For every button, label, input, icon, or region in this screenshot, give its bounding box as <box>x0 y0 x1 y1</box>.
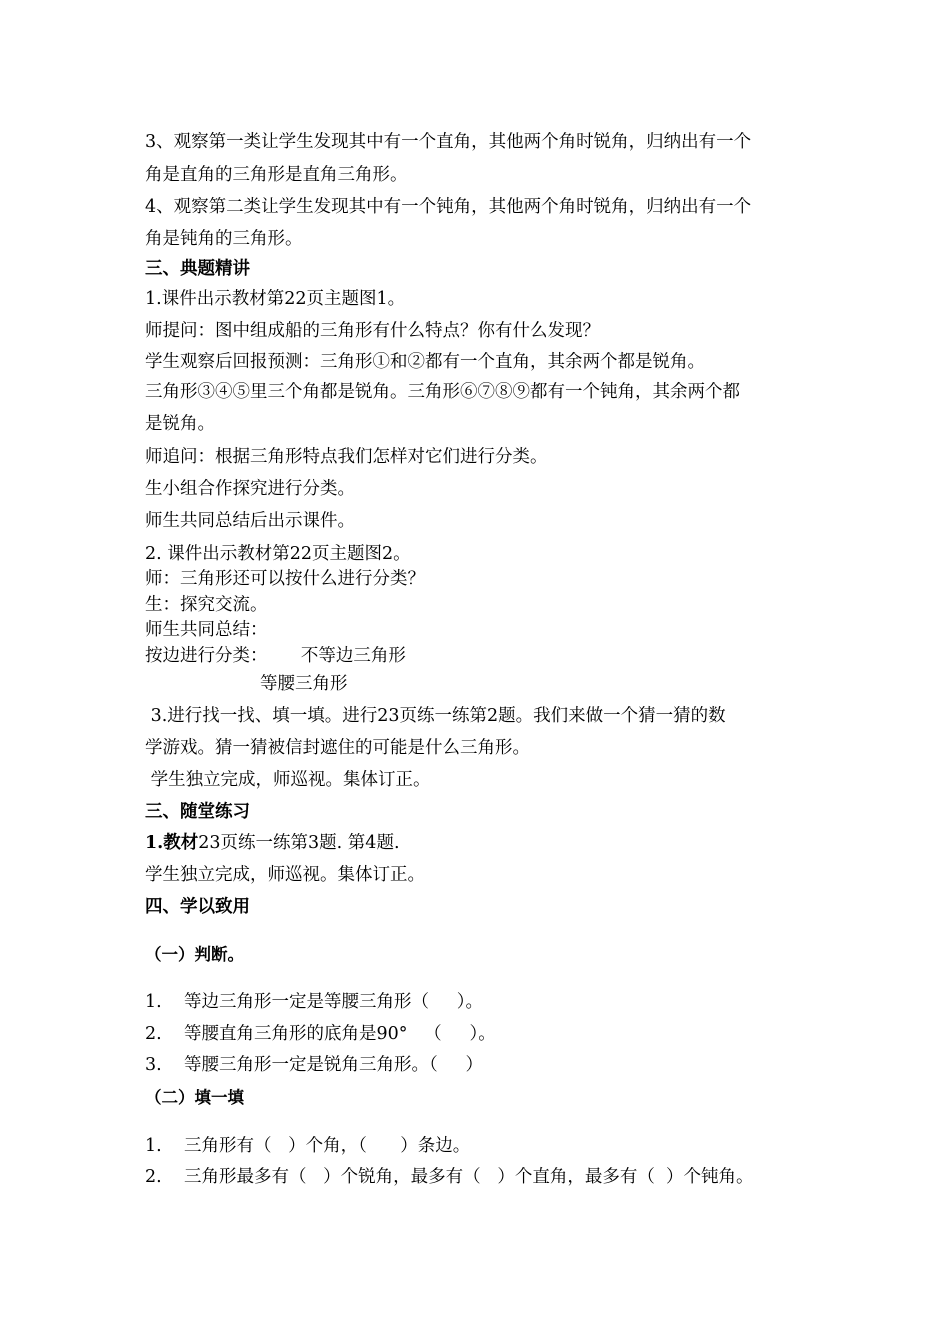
paragraph-line: 角是直角的三角形是直角三角形。 <box>145 165 408 185</box>
paragraph-line: 按边进行分类： 不等边三角形 <box>145 646 406 666</box>
paragraph-line <box>145 832 400 854</box>
question-line: 2. 等腰直角三角形的底角是90° （ ）。 <box>145 1024 496 1044</box>
paragraph-line: 是锐角。 <box>145 414 215 434</box>
paragraph-line: 1.课件出示教材第22页主题图1。 <box>145 289 406 309</box>
paragraph-line: 学生观察后回报预测：三角形①和②都有一个直角，其余两个都是锐角。 <box>145 352 705 372</box>
question-line: 2. 三角形最多有（ ）个锐角，最多有（ ）个直角，最多有（ ）个钝角。 <box>145 1167 754 1187</box>
paragraph-line: 3.进行找一找、填一填。进行23页练一练第2题。我们来做一个猜一猜的数 <box>145 706 726 726</box>
paragraph-line: 生小组合作探究进行分类。 <box>145 479 355 499</box>
section-heading: 三、随堂练习 <box>145 802 250 822</box>
paragraph-line: 3、观察第一类让学生发现其中有一个直角，其他两个角时锐角，归纳出有一个 <box>145 132 752 152</box>
exercise-text: 23页练一练第3题. 第4题. <box>198 833 400 853</box>
paragraph-line: 学生独立完成，师巡视。集体订正。 <box>145 770 431 790</box>
subsection-heading: （一）判断。 <box>145 945 244 964</box>
paragraph-line: 师：三角形还可以按什么进行分类？ <box>145 569 425 589</box>
exercise-number: 1. <box>145 833 164 853</box>
paragraph-line: 师提问：图中组成船的三角形有什么特点？你有什么发现？ <box>145 321 600 341</box>
question-line: 1. 三角形有（ ）个角，（ ）条边。 <box>145 1136 471 1156</box>
paragraph-line: 三角形③④⑤里三个角都是锐角。三角形⑥⑦⑧⑨都有一个钝角，其余两个都 <box>145 382 740 402</box>
question-line: 3. 等腰三角形一定是锐角三角形。（ ） <box>145 1055 484 1075</box>
paragraph-line: 等腰三角形 <box>260 674 348 694</box>
paragraph-line: 学生独立完成，师巡视。集体订正。 <box>145 865 425 885</box>
paragraph-line: 2. 课件出示教材第22页主题图2。 <box>145 544 411 564</box>
question-line: 1. 等边三角形一定是等腰三角形（ ）。 <box>145 992 484 1012</box>
subsection-heading: （二）填一填 <box>145 1088 244 1107</box>
section-heading: 三、典题精讲 <box>145 259 250 279</box>
paragraph-line: 师生共同总结后出示课件。 <box>145 511 355 531</box>
exercise-label: 教材 <box>163 833 199 853</box>
paragraph-line: 角是钝角的三角形。 <box>145 229 303 249</box>
paragraph-line: 师追问：根据三角形特点我们怎样对它们进行分类。 <box>145 447 548 467</box>
paragraph-line: 生：探究交流。 <box>145 595 268 615</box>
paragraph-line: 4、观察第二类让学生发现其中有一个钝角，其他两个角时锐角，归纳出有一个 <box>145 197 752 217</box>
section-heading: 四、学以致用 <box>145 897 250 917</box>
paragraph-line: 学游戏。猜一猜被信封遮住的可能是什么三角形。 <box>145 738 530 758</box>
paragraph-line: 师生共同总结： <box>145 620 268 640</box>
